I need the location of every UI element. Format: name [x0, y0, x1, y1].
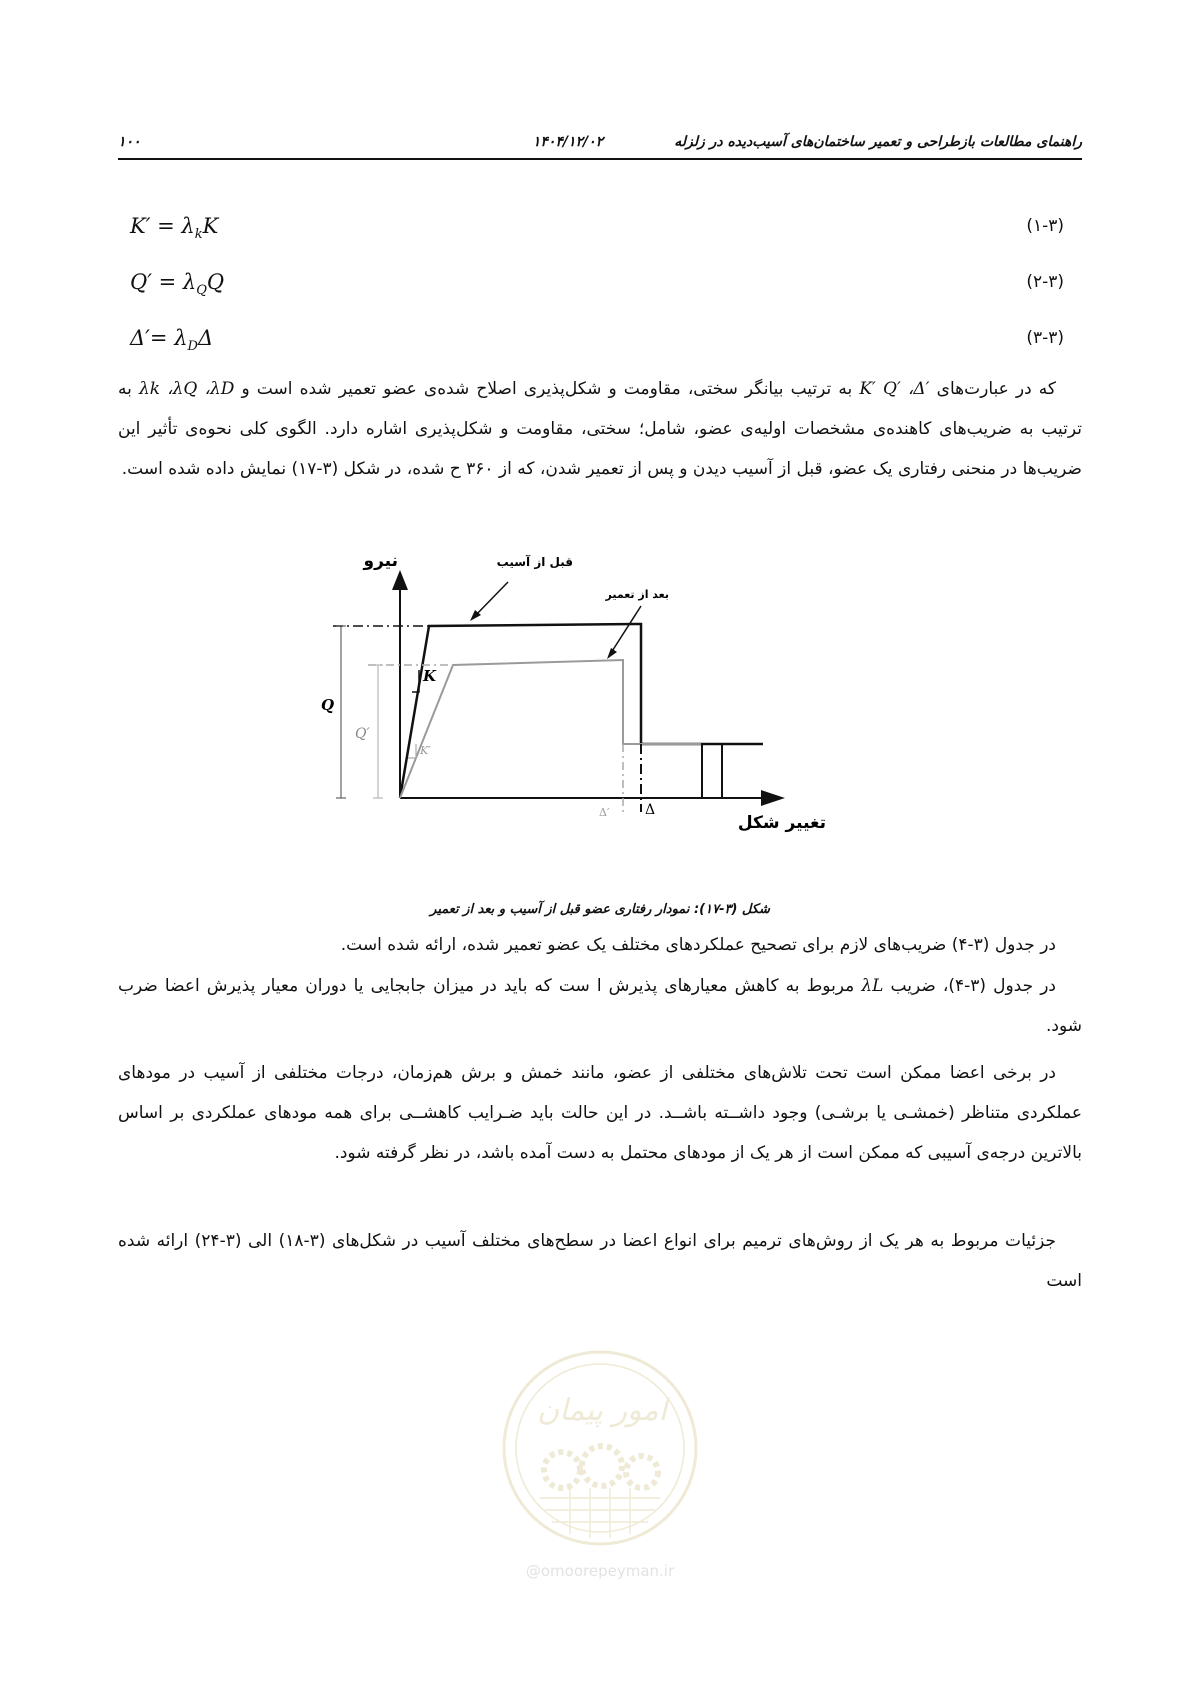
paragraph-intro: که در عبارت‌های K′ Q′ ،Δ′ به ترتیب بیانگر سختی، مقاومت و شکل‌پذیری اصلاح شده‌ی عضو تعمیر شده است و λk ،λQ ،λD به ترتیب به ضریب‌های کاهنده‌ی مشخصات اولیه‌ی عضو، شامل؛ سختی، مقاومت و شکل‌پذیری اشاره دارد. الگوی کلی نحوه‌ی تأثیر این ضریب‌ها در منحنی رفتاری یک عضو، قبل از آسیب دیدن و پس از تعمیر شدن، که از ۳۶۰ ح شده، در شکل (۳-۱۷) نمایش داده شده است.	[118, 379, 1082, 479]
q-dimension	[336, 626, 346, 798]
curve-after-repair	[400, 660, 722, 798]
label-after-repair: بعد از تعمیر	[605, 588, 669, 601]
label-K: K	[423, 667, 437, 685]
equation-1	[118, 214, 1082, 244]
paragraph-table-ref: در جدول (۳-۴) ضریب‌های لازم برای تصحیح عملکردهای مختلف یک عضو تعمیر شده، ارائه شده است.	[340, 935, 1056, 955]
arrow-before-damage	[473, 582, 508, 618]
equation-2-number: (۲-۳)	[1026, 272, 1064, 292]
equation-2	[118, 270, 1082, 300]
equation-1-math: $K' = \lambda_kK$	[130, 214, 219, 243]
symbols-factors: λk ،λQ ،λD	[138, 379, 235, 399]
symbols-modified: K′ Q′ ،Δ′	[859, 379, 930, 399]
behavior-curve-figure	[321, 551, 853, 888]
watermark-url: @omoorepeyman.ir	[525, 1562, 675, 1580]
header-rule	[118, 158, 1082, 160]
paragraph-repair-details: جزئیات مربوط به هر یک از روش‌های ترمیم برای انواع اعضا در سطح‌های مختلف آسیب در شکل‌های (۳-۱۸) الی (۳-۲۴) ارائه شده است	[118, 1231, 1082, 1291]
arrowhead-after-repair	[607, 648, 617, 659]
symbol-lambda-l: λL	[861, 976, 884, 996]
equation-3-math: $\Delta'= \lambda_D\Delta$	[130, 326, 214, 355]
watermark-logo	[490, 1338, 710, 1588]
equation-1-number: (۱-۳)	[1026, 216, 1064, 236]
x-axis	[400, 790, 785, 806]
post-repair-segment	[702, 744, 722, 798]
paragraph-lambda-l: در جدول (۳-۴)، ضریب λL مربوط به کاهش معیارهای پذیرش ا ست که باید در میزان جابجایی یا دوران معیار پذیرش اعضا ضرب شود.	[118, 976, 1082, 1036]
label-delta: Δ	[645, 802, 656, 818]
watermark-brand: امور پیمان	[537, 1393, 667, 1428]
curve-before-damage	[400, 624, 763, 798]
equation-3-number: (۳-۳)	[1026, 328, 1064, 348]
x-axis-label: تغییر شکل	[737, 813, 826, 833]
label-delta-prime: Δ′	[599, 806, 610, 819]
equation-2-math: $Q' = \lambda_QQ$	[130, 270, 225, 299]
label-Q: Q	[321, 696, 335, 714]
label-Q-prime: Q′	[355, 726, 370, 742]
y-axis-label: نیرو	[363, 551, 398, 571]
figure-caption: شکل (۳-۱۷): نمودار رفتاری عضو قبل از آسیب و بعد از تعمیر	[430, 902, 770, 917]
label-K-prime: K′	[420, 744, 431, 757]
page-header	[118, 132, 1082, 158]
q-prime-dimension	[373, 665, 383, 798]
arrow-after-repair	[609, 606, 641, 656]
header-title: راهنمای مطالعات بازطراحی و تعمیر ساختمان‌های آسیب‌دیده در زلزله	[674, 134, 1082, 150]
header-date: ۱۴۰۴/۱۲/۰۲	[532, 134, 604, 150]
page-number: ۱۰۰	[118, 134, 141, 150]
equation-3	[118, 326, 1082, 356]
paragraph-multiple-modes: در برخی اعضا ممکن است تحت تلاش‌های مختلفی از عضو، مانند خمش و برش هم‌زمان، درجات مختلفی از آسیب در مودهای عملکردی متناظر (خمشـی یا برشـی) وجود داشــته باشــد. در این حالت باید ضـرایب کاهشــی برای همه مودهای عملکردی بر اساس بالاترین درجه‌ی آسیبی که ممکن است از هر یک از مودهای محتمل به دست آمده باشد، در نظر گرفته شود.	[118, 1063, 1082, 1163]
label-before-damage: قبل از آسیب	[496, 555, 573, 569]
